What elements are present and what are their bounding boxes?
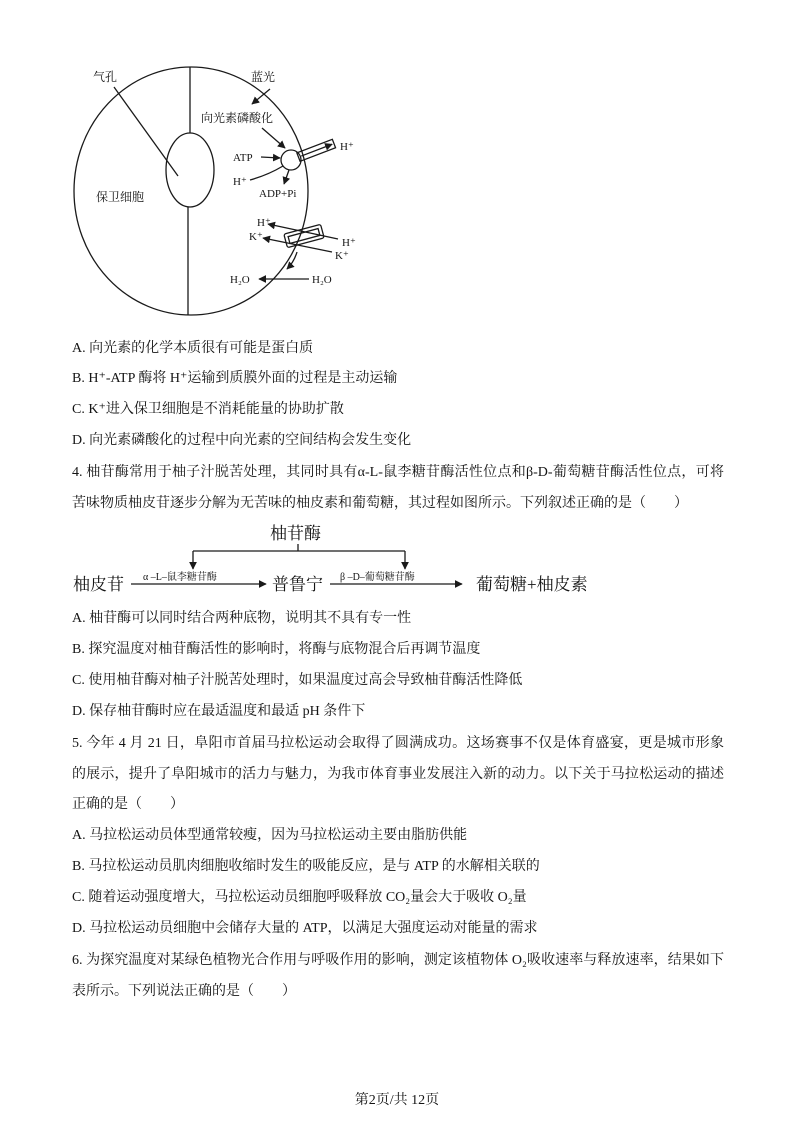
k-left-label: K⁺ [249, 231, 263, 243]
q3-option-b: B. H⁺-ATP 酶将 H⁺运输到质膜外面的过程是主动运输 [72, 371, 398, 386]
q3-option-c: C. K⁺进入保卫细胞是不消耗能量的协助扩散 [72, 402, 344, 417]
phosphorylation-arrow [262, 128, 285, 148]
atp-arrow [261, 157, 280, 158]
q6-stem-line-1: 6. 为探究温度对某绿色植物光合作用与呼吸作用的影响，测定该植物体 O₂吸收速率与释放速率，结果如下 [72, 953, 724, 968]
q4-option-d: D. 保存柚苷酶时应在最适温度和最适 pH 条件下 [72, 704, 366, 719]
q5-stem-line-3: 正确的是（ ） [72, 797, 184, 812]
substrate-label: 柚皮苷 [73, 575, 124, 594]
phosphorylation-label: 向光素磷酸化 [201, 111, 274, 125]
q4-stem-line-2: 苦味物质柚皮苷逐步分解为无苦味的柚皮素和葡萄糖，其过程如图所示。下列叙述正确的是（ ） [72, 496, 688, 511]
enzyme-label: 柚苷酶 [270, 524, 321, 543]
q4-stem-line-1: 4. 柚苷酶常用于柚子汁脱苦处理，其同时具有α-L-鼠李糖苷酶活性位点和β-D-葡萄糖苷酶活性位点，可将 [72, 465, 724, 480]
q5-option-c: C. 随着运动强度增大，马拉松运动员细胞呼吸释放 CO₂量会大于吸收 O₂量 [72, 890, 527, 905]
q4-option-c: C. 使用柚苷酶对柚子汁脱苦处理时，如果温度过高会导致柚苷酶活性降低 [72, 673, 523, 688]
stoma-label-leader [114, 87, 178, 176]
h-pumped-out-label: H⁺ [340, 141, 354, 153]
naringinase-pathway-diagram [0, 515, 794, 605]
products-label: 葡萄糖+柚皮素 [476, 575, 588, 594]
k-influx-arrow [263, 238, 332, 252]
q3-option-d: D. 向光素磷酸化的过程中向光素的空间结构会发生变化 [72, 433, 412, 448]
q5-option-b: B. 马拉松运动员肌肉细胞收缩时发生的吸能反应，是与 ATP 的水解相关联的 [72, 859, 540, 874]
q6-stem-line-2: 表所示。下列说法正确的是（ ） [72, 984, 296, 999]
q3-option-a: A. 向光素的化学本质很有可能是蛋白质 [72, 341, 314, 356]
q5-stem-line-2: 的展示，提升了阜阳城市的活力与魅力，为我市体育事业发展注入新的动力。以下关于马拉松运动的描述 [72, 767, 724, 782]
page-number-footer: 第2页/共 12页 [354, 1093, 440, 1108]
h-inside-label: H⁺ [233, 176, 247, 188]
h-right-label: H⁺ [342, 237, 356, 249]
q5-option-a: A. 马拉松运动员体型通常较瘦，因为马拉松运动主要由脂肪供能 [72, 828, 468, 843]
water-right-label: H₂O [312, 274, 332, 286]
step1-enzyme-label: α –L–鼠李糖苷酶 [143, 572, 217, 583]
k-right-label: K⁺ [335, 250, 349, 262]
h-k-cotransporter-inner [288, 229, 320, 244]
q4-option-a: A. 柚苷酶可以同时结合两种底物，说明其不具有专一性 [72, 611, 412, 626]
h-inside-line [250, 166, 283, 180]
q5-stem-line-1: 5. 今年 4 月 21 日，阜阳市首届马拉松运动会取得了圆满成功。这场赛事不仅是体育盛宴，更是城市形象 [72, 736, 724, 751]
step2-enzyme-label: β –D–葡萄糖苷酶 [340, 572, 415, 583]
stoma-label: 气孔 [93, 70, 118, 84]
adp-pi-label: ADP+Pi [259, 188, 297, 200]
guard-cell-label: 保卫细胞 [96, 190, 145, 204]
h-left-label: H⁺ [257, 217, 271, 229]
intermediate-label: 普鲁宁 [272, 575, 323, 594]
adp-arrow [284, 170, 289, 184]
guard-cell-diagram [0, 0, 794, 330]
q5-option-d: D. 马拉松运动员细胞中会储存大量的 ATP，以满足大强度运动对能量的需求 [72, 921, 538, 936]
q4-option-b: B. 探究温度对柚苷酶活性的影响时，将酶与底物混合后再调节温度 [72, 642, 481, 657]
atp-label: ATP [233, 152, 253, 164]
blue-light-label: 蓝光 [251, 70, 276, 84]
water-left-label: H₂O [230, 274, 250, 286]
